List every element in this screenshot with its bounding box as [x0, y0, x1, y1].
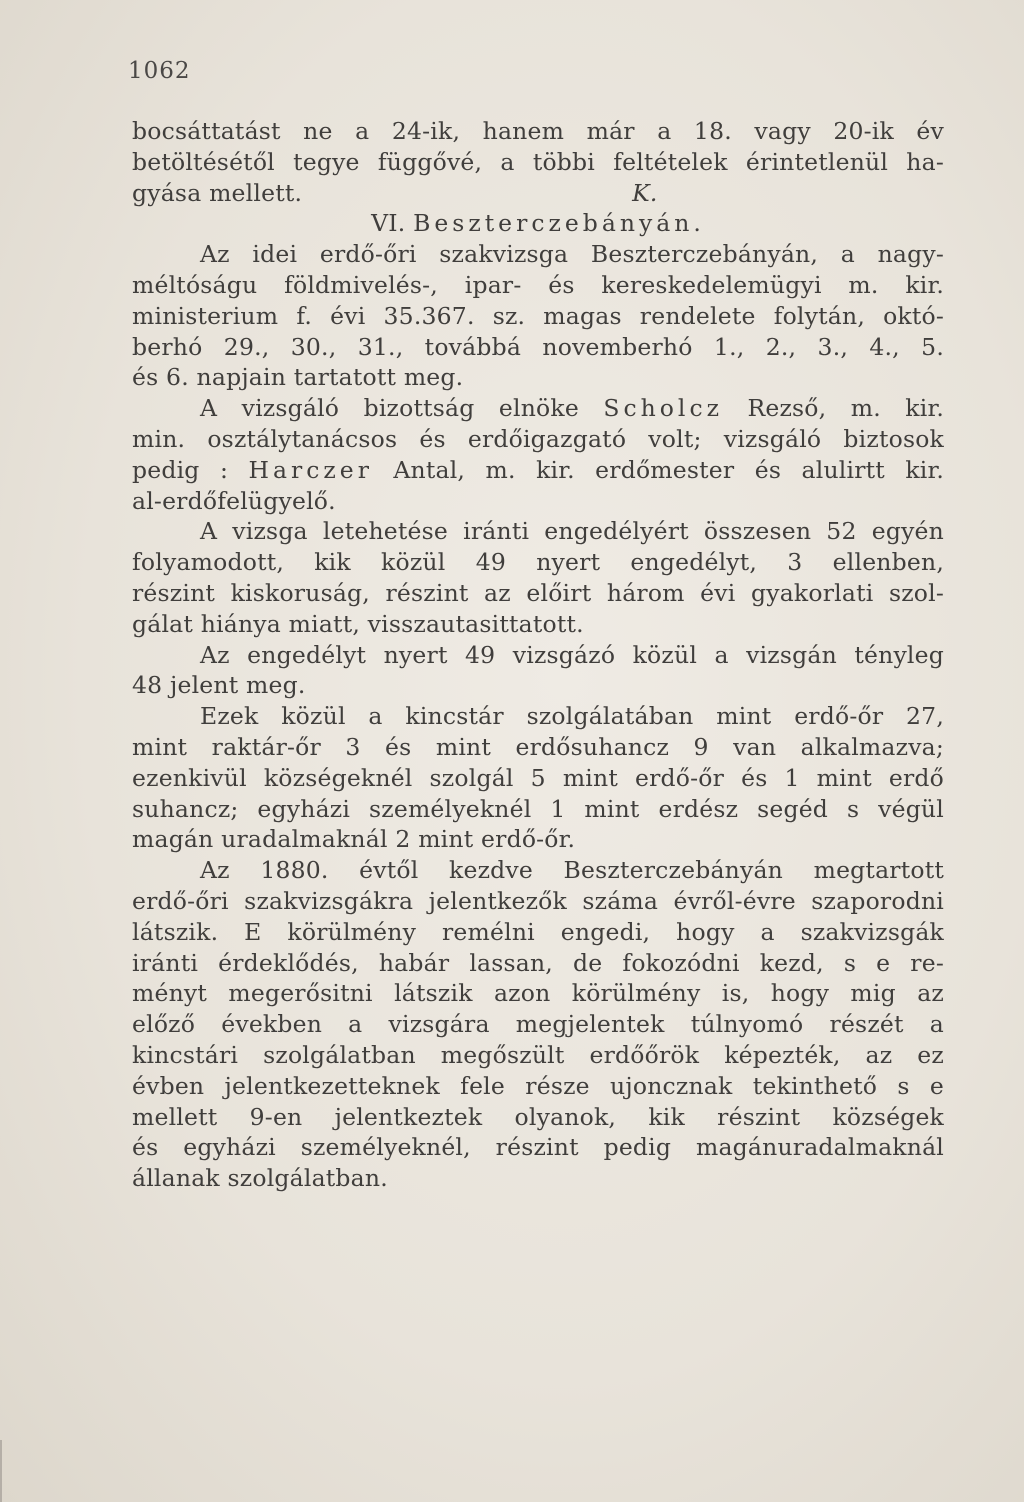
text-line: részint kiskoruság, részint az előirt három évi gyakorlati szol-: [132, 578, 944, 607]
person-name: Harczer: [248, 455, 373, 484]
text-line: erdő-őri szakvizsgákra jelentkezők száma évről-évre szaporodni: [132, 886, 944, 915]
text-line: min. osztálytanácsos és erdőigazgató volt; vizsgáló biztosok: [132, 424, 944, 453]
text-line: ezenkivül községeknél szolgál 5 mint erdő-őr és 1 mint erdő: [132, 763, 944, 792]
text-line: [132, 178, 944, 209]
page-edge-mark: [0, 1440, 16, 1502]
text-line: Az 1880. évtől kezdve Beszterczebányán megtartott: [200, 856, 944, 885]
author-signature: K.: [632, 178, 658, 207]
text-line: folyamodott, kik közül 49 nyert engedélyt, 3 ellenben,: [132, 548, 944, 577]
text-line: bocsáttatást ne a 24-ik, hanem már a 18. vagy 20-ik év: [132, 117, 944, 145]
text-line: látszik. E körülmény remélni engedi, hogy a szakvizsgák: [132, 917, 944, 946]
text-line: méltóságu földmivelés-, ipar- és kereskedelemügyi m. kir.: [132, 270, 944, 299]
text-line: állanak szolgálatban.: [132, 1164, 388, 1193]
text-fragment: Rezső, m. kir.: [747, 394, 944, 423]
text-line: 48 jelent meg.: [132, 671, 306, 700]
section-heading: [132, 208, 944, 239]
text-line: iránti érdeklődés, habár lassan, de fokozódni kezd, s e re-: [132, 948, 944, 977]
text-line: ministerium f. évi 35.367. sz. magas rendelete folytán, októ-: [132, 301, 944, 330]
text-fragment: pedig :: [132, 455, 229, 484]
text-line: kincstári szolgálatban megőszült erdőőrök képezték, az ez: [132, 1040, 944, 1069]
text-line: Az engedélyt nyert 49 vizsgázó közül a vizsgán tényleg: [200, 640, 944, 669]
text-line: A vizsga letehetése iránti engedélyért összesen 52 egyén: [200, 517, 944, 546]
text-line: al-erdőfelügyelő.: [132, 486, 336, 515]
text-line: mint raktár-őr 3 és mint erdősuhancz 9 van alkalmazva;: [132, 732, 944, 761]
text-line: évben jelentkezetteknek fele része ujoncznak tekinthető s e: [132, 1071, 944, 1100]
section-number: VI.: [371, 209, 406, 238]
text-line: előző években a vizsgára megjelentek túlnyomó részét a: [132, 1010, 944, 1039]
text-line: berhó 29., 30., 31., továbbá novemberhó 1., 2., 3., 4., 5.: [132, 332, 944, 361]
text-line: suhancz; egyházi személyeknél 1 mint erdész segéd s végül: [132, 794, 944, 823]
text-line: mellett 9-en jelentkeztek olyanok, kik részint községek: [132, 1102, 944, 1131]
text-line: gálat hiánya miatt, visszautasittatott.: [132, 609, 584, 638]
text-line: betöltésétől tegye függővé, a többi feltételek érintetlenül ha-: [132, 147, 944, 176]
section-title: Beszterczebányán.: [413, 209, 705, 238]
text-line: [132, 393, 944, 424]
text-line: [132, 455, 944, 486]
body-text: [132, 116, 944, 1194]
text-line: és 6. napjain tartatott meg.: [132, 363, 464, 392]
text-line: magán uradalmaknál 2 mint erdő-őr.: [132, 825, 576, 854]
text-line: Az idei erdő-őri szakvizsga Beszterczebányán, a nagy-: [200, 240, 944, 269]
text-line: ményt megerősitni látszik azon körülmény is, hogy mig az: [132, 979, 944, 1008]
text-fragment: Antal, m. kir. erdőmester és alulirtt kir.: [393, 455, 945, 484]
person-name: Scholcz: [603, 394, 723, 423]
text-fragment: gyása mellett.: [132, 178, 303, 207]
text-fragment: A vizsgáló bizottság elnöke: [200, 394, 579, 423]
text-line: Ezek közül a kincstár szolgálatában mint erdő-őr 27,: [200, 702, 944, 731]
text-line: és egyházi személyeknél, részint pedig magánuradalmaknál: [132, 1133, 944, 1162]
page-number: 1062: [128, 58, 191, 84]
